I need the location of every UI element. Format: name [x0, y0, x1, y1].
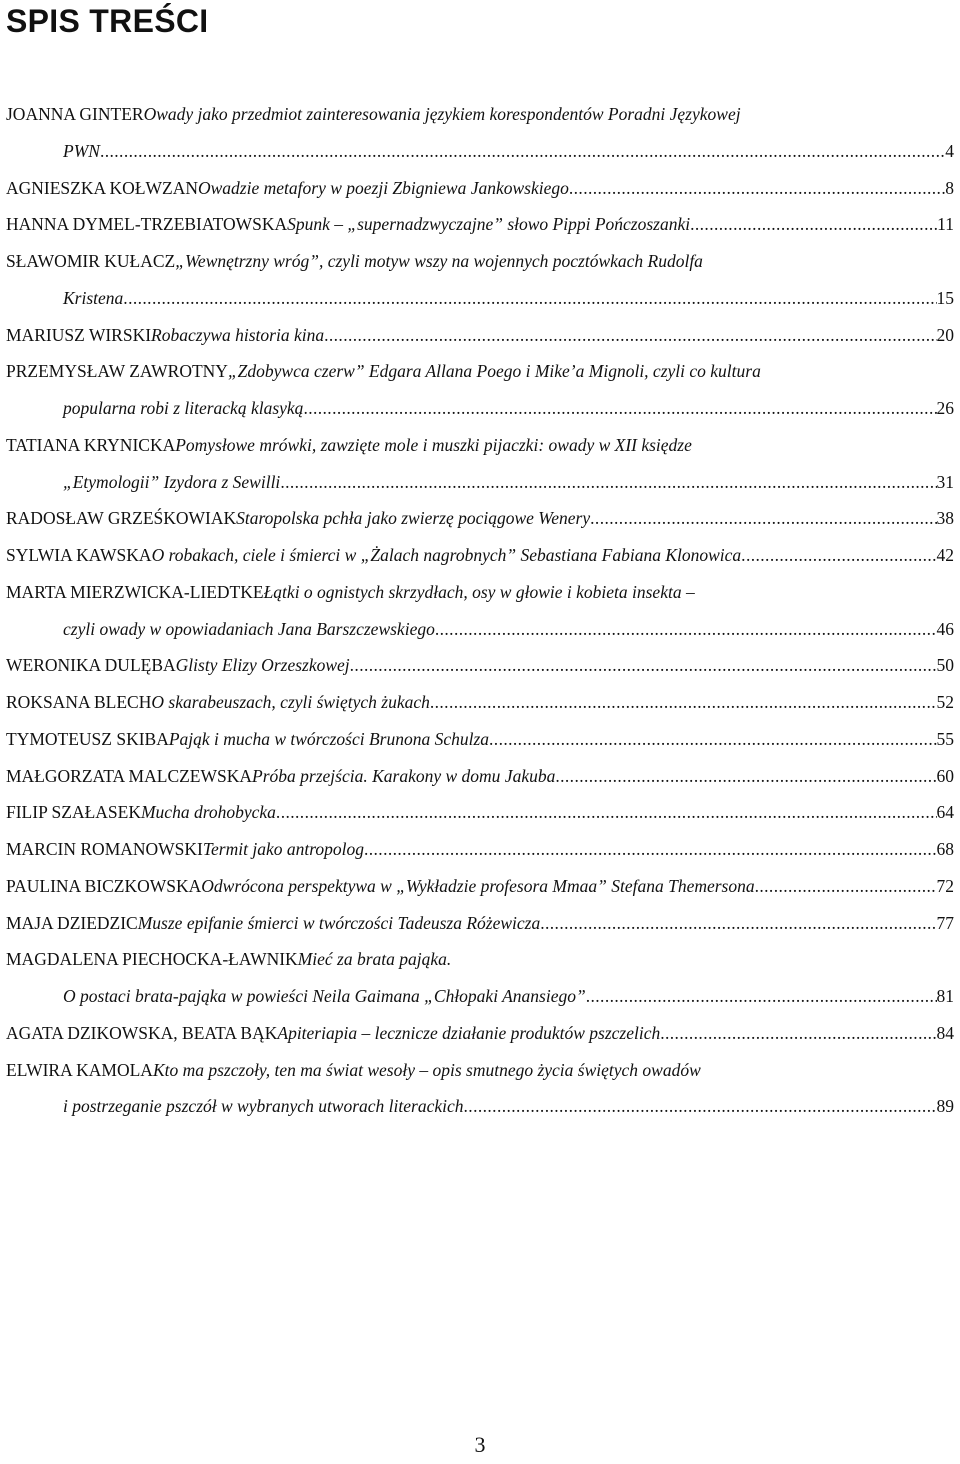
toc-entry-continuation [6, 611, 954, 648]
entry-title: Owadzie metafory w poezji Zbigniewa Jankowskiego [198, 177, 569, 198]
entry-author: RADOSŁAW GRZEŚKOWIAK [6, 508, 237, 529]
entry-title: Spunk – „supernadzwyczajne” słowo Pippi Pończoszanki [287, 214, 691, 235]
entry-title-continuation: czyli owady w opowiadaniach Jana Barszczewskiego [63, 618, 435, 639]
entry-page-number: 64 [936, 802, 954, 823]
dot-leader [350, 647, 937, 684]
dot-leader [755, 868, 937, 905]
toc-entry-continuation [6, 978, 954, 1015]
entry-title: Glisty Elizy Orzeszkowej [175, 655, 350, 676]
entry-title: Próba przejścia. Karakony w domu Jakuba [252, 765, 556, 786]
entry-page-number: 31 [936, 471, 954, 492]
entry-author: MAJA DZIEDZIC [6, 912, 138, 933]
entry-author: MAŁGORZATA MALCZEWSKA [6, 765, 253, 786]
entry-title-continuation: O postaci brata-pająka w powieści Neila Gaimana „Chłopaki Anansiego” [63, 986, 586, 1006]
entry-title: Termit jako antropolog [202, 839, 364, 859]
toc-entry-continuation [6, 280, 954, 317]
dot-leader [100, 133, 945, 170]
entry-title: Odwrócona perspektywa w „Wykładzie profesora Mmaa” Stefana Themersona [201, 875, 755, 896]
entry-page-number: 89 [936, 1096, 954, 1117]
dot-leader [690, 206, 937, 243]
toc-entry-continuation [6, 464, 954, 501]
toc-entry [6, 206, 954, 243]
dot-leader [464, 1088, 937, 1125]
entry-title: Kto ma pszczoły, ten ma świat wesoły – opis smutnego życia świętych owadów [152, 1059, 701, 1080]
dot-leader [435, 611, 937, 648]
dot-leader [540, 905, 936, 942]
entry-author: WERONIKA DULĘBA [6, 655, 176, 676]
toc-entry [6, 243, 954, 280]
entry-title: „Zdobywca czerw” Edgara Allana Poego i Mike’a Mignoli, czyli co kultura [227, 361, 761, 382]
entry-title: Robaczywa historia kina [151, 324, 325, 345]
entry-author: JOANNA GINTER [6, 104, 144, 124]
entry-title: Mieć za brata pająka. [297, 949, 452, 970]
toc-entry [6, 794, 954, 831]
entry-title-continuation: „Etymologii” Izydora z Sewilli [63, 471, 281, 492]
entry-title: Musze epifanie śmierci w twórczości Tadeusza Różewicza [137, 912, 541, 933]
entry-title: „Wewnętrzny wróg”, czyli motyw wszy na wojennych pocztówkach Rudolfa [175, 251, 703, 271]
table-of-contents [6, 96, 954, 1125]
entry-title: Apiteriapia – lecznicze działanie produktów pszczelich [277, 1022, 661, 1043]
dot-leader [303, 390, 936, 427]
entry-page-number: 77 [936, 912, 954, 933]
toc-entry [6, 353, 954, 390]
entry-page-number: 72 [936, 875, 954, 896]
dot-leader [555, 758, 936, 795]
entry-page-number: 60 [936, 765, 954, 786]
entry-title-continuation: PWN [63, 140, 100, 161]
entry-page-number: 26 [936, 398, 954, 418]
entry-page-number: 84 [936, 1022, 954, 1043]
toc-entry [6, 868, 954, 905]
entry-page-number: 15 [936, 287, 954, 308]
entry-title: O skarabeuszach, czyli świętych żukach [151, 692, 430, 712]
toc-entry [6, 1015, 954, 1052]
entry-page-number: 38 [936, 508, 954, 529]
dot-leader [123, 280, 936, 317]
dot-leader [324, 317, 936, 354]
entry-author: MARTA MIERZWICKA-LIEDTKE [6, 581, 264, 602]
entry-author: ROKSANA BLECH [6, 692, 152, 712]
toc-entry [6, 684, 954, 721]
toc-entry [6, 427, 954, 464]
toc-entry [6, 1052, 954, 1089]
entry-author: ELWIRA KAMOLA [6, 1059, 153, 1080]
toc-entry [6, 941, 954, 978]
entry-title: Mucha drohobycka [140, 802, 276, 823]
dot-leader [660, 1015, 936, 1052]
entry-page-number: 42 [936, 545, 954, 565]
toc-entry-continuation [6, 133, 954, 170]
entry-title-continuation: Kristena [63, 287, 124, 308]
entry-author: TYMOTEUSZ SKIBA [6, 728, 169, 749]
entry-title: Pająk i mucha w twórczości Brunona Schulza [168, 728, 490, 749]
toc-entry [6, 905, 954, 942]
toc-entry-continuation [6, 1088, 954, 1125]
entry-author: SŁAWOMIR KUŁACZ [6, 251, 176, 271]
entry-author: AGATA DZIKOWSKA, BEATA BĄK [6, 1022, 278, 1043]
page-title: SPIS TREŚCI [6, 3, 209, 39]
entry-title: Staropolska pchła jako zwierzę pociągowe Wenery [236, 508, 591, 529]
entry-page-number: 52 [936, 692, 954, 712]
dot-leader [276, 794, 937, 831]
entry-author: MAGDALENA PIECHOCKA-ŁAWNIK [6, 949, 298, 970]
entry-author: AGNIESZKA KOŁWZAN [6, 177, 198, 198]
toc-entry [6, 317, 954, 354]
entry-page-number: 68 [936, 839, 954, 859]
entry-page-number: 4 [945, 140, 954, 161]
toc-entry [6, 831, 954, 868]
dot-leader [364, 831, 937, 868]
entry-page-number: 20 [936, 324, 954, 345]
toc-entry [6, 96, 954, 133]
toc-entry [6, 500, 954, 537]
entry-author: FILIP SZAŁASEK [6, 802, 141, 823]
entry-page-number: 11 [937, 214, 954, 235]
entry-page-number: 50 [936, 655, 954, 676]
entry-title: Owady jako przedmiot zainteresowania językiem korespondentów Poradni Językowej [143, 104, 741, 124]
entry-page-number: 8 [945, 177, 954, 198]
entry-title: O robakach, ciele i śmierci w „Żalach nagrobnych” Sebastiana Fabiana Klonowica [151, 545, 742, 565]
entry-author: PAULINA BICZKOWSKA [6, 875, 202, 896]
entry-page-number: 55 [936, 728, 954, 749]
entry-author: PRZEMYSŁAW ZAWROTNY [6, 361, 228, 382]
entry-title: Pomysłowe mrówki, zawzięte mole i muszki pijaczki: owady w XII księdze [175, 434, 692, 455]
dot-leader [430, 684, 937, 721]
entry-title: Łątki o ognistych skrzydłach, osy w głowie i kobieta insekta – [263, 581, 695, 602]
entry-author: TATIANA KRYNICKA [6, 434, 176, 455]
toc-entry [6, 170, 954, 207]
dot-leader [569, 170, 945, 207]
toc-entry [6, 574, 954, 611]
toc-entry [6, 647, 954, 684]
toc-entry-continuation [6, 390, 954, 427]
entry-title-continuation: i postrzeganie pszczół w wybranych utworach literackich [63, 1096, 464, 1117]
dot-leader [280, 464, 936, 501]
entry-title-continuation: popularna robi z literacką klasyką [63, 398, 304, 418]
dot-leader [741, 537, 936, 574]
toc-entry [6, 537, 954, 574]
dot-leader [590, 500, 936, 537]
dot-leader [489, 721, 936, 758]
entry-page-number: 46 [936, 618, 954, 639]
toc-entry [6, 721, 954, 758]
entry-author: MARIUSZ WIRSKI [6, 324, 152, 345]
entry-author: HANNA DYMEL-TRZEBIATOWSKA [6, 214, 288, 235]
toc-entry [6, 758, 954, 795]
entry-author: MARCIN ROMANOWSKI [6, 839, 203, 859]
entry-page-number: 81 [936, 986, 954, 1006]
entry-author: SYLWIA KAWSKA [6, 545, 152, 565]
dot-leader [586, 978, 937, 1015]
page-number: 3 [474, 1432, 486, 1457]
